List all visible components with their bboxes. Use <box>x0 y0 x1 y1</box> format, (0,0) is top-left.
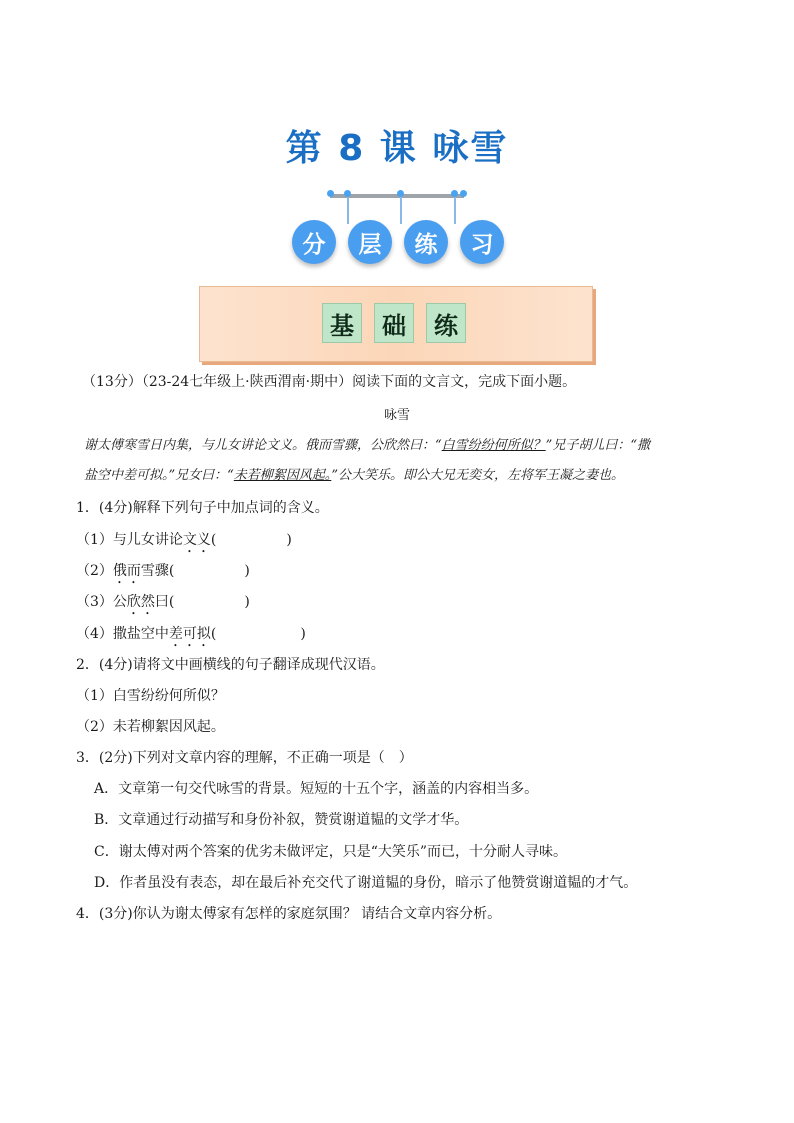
rail-pin <box>327 190 334 197</box>
q1-item <box>76 624 306 650</box>
banner-char: 练 <box>426 303 466 343</box>
section-badges <box>292 220 504 266</box>
rail-pin <box>451 190 458 197</box>
q1-item <box>76 592 250 618</box>
passage-text: 谢太傅寒雪日内集，与儿女讲论文义。俄而雪骤，公欣然曰：“ <box>84 438 442 453</box>
banner-char: 基 <box>322 303 362 343</box>
badge-circle: 层 <box>348 220 392 264</box>
passage-line <box>84 436 720 456</box>
q1-item-pre: （4）撒盐空中 <box>76 626 169 642</box>
passage-line <box>84 466 720 486</box>
level-banner <box>199 286 593 362</box>
answer-blank: 曰( ) <box>154 594 250 610</box>
dotted-word: 差可拟 <box>168 626 211 642</box>
passage-text: 盐空中差可拟。”兄女曰：“ <box>84 468 234 483</box>
q1-item-pre: （3）公 <box>76 594 127 610</box>
dotted-word: 文义 <box>182 532 211 548</box>
badge-circle: 习 <box>460 220 504 264</box>
underlined-sentence: 白雪纷纷何所似？ <box>441 438 546 453</box>
passage-text: ”兄子胡儿曰：“撒 <box>545 438 650 453</box>
dotted-word: 欣然 <box>126 594 155 610</box>
intro-text: （13分）（23-24七年级上·陕西渭南·期中）阅读下面的文言文，完成下面小题。 <box>82 374 577 390</box>
question-4: 4．(3分)你认为谢太傅家有怎样的家庭氛围？ 请结合文章内容分析。 <box>76 906 502 922</box>
q3-option-c: C．谢太傅对两个答案的优劣未做评定，只是“大笑乐”而已，十分耐人寻味。 <box>94 844 568 860</box>
rail-pin <box>397 190 404 197</box>
question-3: 3．(2分)下列对文章内容的理解，不正确一项是（ ） <box>76 750 413 766</box>
banner-char: 础 <box>374 303 414 343</box>
answer-blank: 雪骤( ) <box>140 563 250 579</box>
q1-item-pre: （2） <box>76 563 113 579</box>
q1-item <box>76 530 292 556</box>
q1-item <box>76 561 250 587</box>
badge-circle: 练 <box>404 220 448 264</box>
passage-title: 咏雪 <box>383 408 410 423</box>
lesson-title: 第 8 课 咏雪 <box>285 128 509 169</box>
passage-text: ”公大笑乐。即公大兄无奕女，左将军王凝之妻也。 <box>331 468 624 483</box>
rail-pin <box>344 190 351 197</box>
q3-option-d: D．作者虽没有表态，却在最后补充交代了谢道韫的身份，暗示了他赞赏谢道韫的才气。 <box>94 875 638 891</box>
badge-circle: 分 <box>292 220 336 264</box>
rail-pin <box>460 190 467 197</box>
q3-option-a: A．文章第一句交代咏雪的背景。短短的十五个字，涵盖的内容相当多。 <box>94 781 539 797</box>
underlined-sentence: 未若柳絮因风起。 <box>233 468 332 483</box>
answer-blank: ( ) <box>210 626 306 642</box>
q3-option-b: B．文章通过行动描写和身份补叙，赞赏谢道韫的文学才华。 <box>94 812 469 828</box>
question-1: 1．(4分)解释下列句子中加点词的含义。 <box>76 500 329 516</box>
answer-blank: ( ) <box>210 532 292 548</box>
q1-item-pre: （1）与儿女讲论 <box>76 532 183 548</box>
q2-item: （2）未若柳絮因风起。 <box>76 719 225 735</box>
q2-item: （1）白雪纷纷何所似？ <box>76 688 225 704</box>
question-2: 2．(4分)请将文中画横线的句子翻译成现代汉语。 <box>76 657 385 673</box>
hanging-rail <box>330 194 464 198</box>
dotted-word: 俄而 <box>112 563 141 579</box>
